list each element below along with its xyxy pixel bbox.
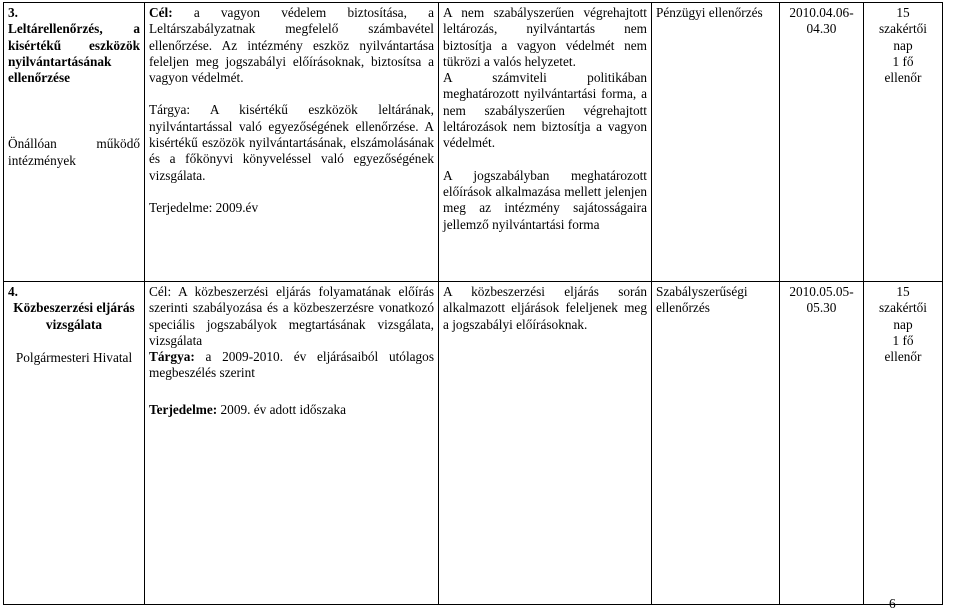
scope-label: Terjedelme: bbox=[149, 401, 218, 417]
subject-text: a 2009-2010. év eljárásaiból utólagos megbeszélés szerint bbox=[149, 349, 435, 381]
resource-line: 15 bbox=[896, 284, 910, 299]
audit-plan-table bbox=[3, 2, 943, 605]
audit-title: Közbeszerzési eljárás vizsgálata bbox=[13, 300, 135, 332]
audited-unit: Polgármesteri Hivatal bbox=[15, 349, 133, 365]
resource-line: 1 fő bbox=[892, 53, 914, 69]
subject-paragraph bbox=[149, 102, 434, 183]
subject-text: A kisértékű eszközök leltárának, nyilvántartással való egyezőségének ellenőrzése. A kisértékű eszözök nyilvántartásának, elszámolásának és a főkönyvi könyveléssel való egyezőségének vizsgálata. bbox=[149, 102, 434, 183]
page-number: 6 bbox=[889, 596, 896, 611]
goal-label: Cél: bbox=[149, 284, 172, 299]
resource-line: szakértői bbox=[879, 300, 927, 316]
resources-cell bbox=[864, 282, 943, 605]
scope-text: 2009. év adott időszaka bbox=[220, 401, 347, 417]
audit-description-cell bbox=[145, 282, 439, 605]
audit-title-cell bbox=[4, 3, 145, 282]
table-row bbox=[4, 3, 943, 282]
subject-label: Tárgya: bbox=[149, 102, 191, 118]
goal-label: Cél: bbox=[149, 5, 173, 20]
audit-type: Szabályszerűségi ellenőrzés bbox=[656, 284, 748, 316]
resource-line: nap bbox=[893, 316, 913, 332]
scope-paragraph bbox=[149, 200, 434, 216]
audit-period: 2010.04.06-04.30 bbox=[789, 5, 854, 37]
goal-paragraph bbox=[149, 5, 434, 86]
audit-type-cell bbox=[652, 282, 780, 605]
resource-line: nap bbox=[893, 37, 913, 53]
scope-label: Terjedelme: bbox=[149, 199, 213, 215]
resource-line: szakértői bbox=[879, 21, 927, 37]
risk-paragraph: A számviteli politikában meghatározott nyilvántartási forma, a nem szabályszerűen végrehajtott leltározások nem biztosítja a vagyon védelmét. bbox=[443, 70, 647, 151]
audit-description-cell bbox=[145, 3, 439, 282]
risk-paragraph: A nem szabályszerűen végrehajtott leltározás, nyilvántartás nem biztosítja a vagyon védelmét nem tükrözi a valós helyzetet. bbox=[443, 5, 647, 69]
audited-unit: Önállóan működő intézmények bbox=[8, 136, 140, 168]
period-cell bbox=[780, 282, 864, 605]
audit-title-cell bbox=[4, 282, 145, 605]
scope-paragraph bbox=[149, 402, 434, 418]
table-row bbox=[4, 282, 943, 605]
risk-cell bbox=[439, 282, 652, 605]
scope-text: 2009.év bbox=[215, 199, 259, 215]
period-cell bbox=[780, 3, 864, 282]
resources-cell bbox=[864, 3, 943, 282]
audit-type-cell bbox=[652, 3, 780, 282]
audit-period: 2010.05.05-05.30 bbox=[789, 284, 854, 316]
resource-line: ellenőr bbox=[884, 70, 922, 86]
goal-text: a vagyon védelem biztosítása, a Leltárszabályzatnak megfelelő számbavétel ellenőrzése. Az intézmény eszköz nyilvántartása feleljen meg jogszabályi előírásoknak, biztosítsa a vagyon védelmét. bbox=[149, 5, 434, 86]
subject-label: Tárgya: bbox=[149, 349, 195, 365]
resource-line: 15 bbox=[896, 5, 910, 20]
audit-title: Leltárellenőrzés, a kisértékű eszközök nyilvántartásának ellenőrzése bbox=[8, 21, 140, 86]
goal-text: A közbeszerzési eljárás folyamatának előírás szerinti szabályozása és a közbeszerzésre vonatkozó speciális jogszabályok megtartásának vizsgálata, vizsgálata bbox=[149, 284, 434, 348]
audit-type: Pénzügyi ellenőrzés bbox=[656, 5, 763, 20]
row-number: 3. bbox=[8, 5, 18, 20]
row-number: 4. bbox=[8, 284, 18, 299]
risk-paragraph: A jogszabályban meghatározott előírások alkalmazása mellett jelenjen meg az intézmény sajátosságaira jellemző nyilvántartási forma bbox=[443, 167, 647, 232]
subject-paragraph bbox=[149, 349, 434, 382]
risk-paragraph: A közbeszerzési eljárás során alkalmazott eljárások feleljenek meg a jogszabályi előírásoknak. bbox=[443, 284, 647, 332]
resource-line: ellenőr bbox=[884, 349, 922, 365]
risk-cell bbox=[439, 3, 652, 282]
goal-paragraph bbox=[149, 284, 434, 349]
resource-line: 1 fő bbox=[892, 332, 914, 348]
